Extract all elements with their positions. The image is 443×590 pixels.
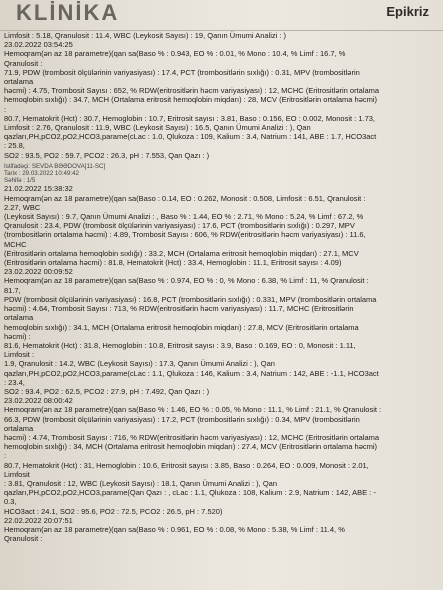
record-line: 66.3, PDW (trombosit ölçülərinin variyasiyası) : 17.2, PCT (trombositlərin sıxlığı) : 0.34, MPV (trombositlərin [4,414,360,424]
record-line: 23.02.2022 00:09:52 [4,267,73,277]
record-line: Limfosit : [4,350,35,360]
record-line: hemoqlobin sıxlığı) : 34, MCH (Ortalama eritrosit hemoqlobin miqdarı) : 27.4, MCV (Eritrositlərin ortalama həcmi) [4,442,378,452]
record-line: : 23.4, [4,377,25,387]
record-line: 81.6, Hematokrit (Hct) : 31.8, Hemoglobin : 10.8, Eritrosit sayısı : 3.9, Baso : 0.169, EO : 0, Monosit : 1.11, [4,340,356,350]
record-line: Qranulosit : [4,534,43,544]
record-line: SO2 : 93.5, PO2 : 59.7, PCO2 : 26.3, pH : 7.553, Qan Qazı : ) [4,150,210,160]
record-line: ortalama [4,313,34,323]
record-line: 21.02.2022 15:38:32 [4,184,73,194]
record-line: Limfosit : 2.76, Qranulosit : 11.9, WBC (Leykosit Sayısı) : 16.5, Qanın Ümumi Analizi : ), Qan [4,123,311,133]
record-line: 2.27, WBC [4,202,41,212]
page-meta-line: Tarix : 29.03.2022 10:49:42 [4,170,79,178]
record-line: həcmi) : 4.74, Trombosit Sayısı : 716, % RDW(eritrositlərin həcm variyasiyası) : 12, MCHC (Eritrositlərin ortalama [4,432,380,442]
record-line: Hemoqram(ən az 18 parametre)(qan sa(Baso % : 0.961, EO % : 0.08, % Mono : 5.38, % Limf : 11.4, % [4,524,345,534]
record-line: Hemoqram(ən az 18 parametre)(qan sa(Baso % : 1.46, EO % : 0.05, % Mono : 11.1, % Limf : 21.1, % Qranulosit : [4,405,382,415]
page-meta-line: İstifadəçi: SEVDA BƏƏDOVA[11-SC] [4,162,106,170]
record-line: SO2 : 93.4, PO2 : 62.5, PCO2 : 27.9, pH : 7.492, Qan Qazı : ) [4,386,210,396]
record-line: PDW (trombosit ölçülərinin variyasiyası) : 16.8, PCT (trombositlərin sıxlığı) : 0.331, MPV (trombositlərin ortalama [4,294,377,304]
record-line: həcmi) : [4,331,31,341]
record-line: qazları,PH,pCO2,pO2,HCO3,parame(cLac : 1.0, Qlukoza : 109, Kalium : 3.4, Natrium : 141, ABE : 1.7, HCO3act [4,132,377,142]
record-line: Hemoqram(ən az 18 parametre)(qan sa(Baso % : 0.974, EO % : 0, % Mono : 6.38, % Limf : 11, % Qranulosit : [4,276,369,286]
record-line: (trombositlərin ortalama həcmi) : 4.89, Trombosit Sayısı : 606, % RDW(eritrositlərin həcm variyasiyası) : 11.6, [4,230,366,240]
record-line: : [4,451,7,461]
record-line: : 3.81, Qranulosit : 12, WBC (Leykosit Sayısı) : 18.1, Qanın Ümumi Analizi : ), Qan [4,478,278,488]
record-line: Limfosit : 5.18, Qranulosit : 11.4, WBC (Leykosit Sayısı) : 19, Qanın Ümumi Analizi : ) [4,31,287,40]
record-line: həcmi) : 4.75, Trombosit Sayısı : 652, % RDW(eritrositlərin həcm variyasiyası) : 12, MCHC (Eritrositlərin ortalama [4,86,380,96]
record-line: 71.9, PDW (trombosit ölçülərinin variyasiyası) : 17.4, PCT (trombositlərin sıxlığı) : 0.31, MPV (trombositlərin [4,67,360,77]
record-line: qazları,PH,pCO2,pO2,HCO3,parame(cLac : 1.1, Qlukoza : 146, Kalium : 3.4, Natrium : 142, ABE : -1.1, HCO3act [4,368,379,378]
document-header [0,0,443,31]
record-line: Hemoqram(ən az 18 parametre)(qan sa(Baso : 0.14, EO : 0.262, Monosit : 0.508, Limfosit : 6.51, Qranulosit : [4,193,366,203]
record-line: 81.7, [4,285,21,295]
document-title: Epikriz [386,4,429,19]
record-line: Limfosit [4,469,30,479]
record-line: 23.02.2022 03:54:25 [4,40,73,50]
record-line: HCO3act : 24.1, SO2 : 95.6, PO2 : 72.5, PCO2 : 26.5, pH : 7.520) [4,506,223,516]
record-line: : 25.8, [4,141,25,151]
record-line: ortalama [4,423,34,433]
record-line: hemoqlobin sıxlığı) : 34.7, MCH (Ortalama eritrosit hemoqlobin miqdarı) : 28, MCV (Eritrositlərin ortalama həcmi) [4,95,378,105]
record-line: : [4,104,7,114]
record-line: 23.02.2022 08:00:42 [4,396,73,406]
record-line: həcmi) : 4.64, Trombosit Sayısı : 713, % RDW(eritrositlərin həcm variyasiyası) : 11.7, MCHC (Eritrositlərin [4,304,354,314]
record-line: 1.9, Qranulosit : 14.2, WBC (Leykosit Sayısı) : 17.3, Qanın Ümumi Analizi : ), Qan [4,359,275,369]
record-line: ortalama [4,77,34,87]
record-line: Hemoqram(ən az 18 parametre)(qan sa(Baso % : 0.943, EO % : 0.01, % Mono : 10.4, % Limf : 16.7, % [4,49,346,59]
record-line: Qranulosit : [4,58,43,68]
record-line: qazları,PH,pCO2,pO2,HCO3,parame(Qan Qazı : , cLac : 1.1, Qlukoza : 108, Kalium : 2.9, Natrium : 142, ABE : - [4,488,376,498]
clinic-logo: KLİNİKA [16,0,120,25]
epicrisis-body [4,31,438,543]
record-line: MCHC [4,239,27,249]
record-line: (Eritrositlərin ortalama həcmi) : 81.8, Hematokrit (Hct) : 33.4, Hemoglobin : 11.1, Eritrosit sayısı : 4.09) [4,258,342,268]
record-line: hemoqlobin sıxlığı) : 34.1, MCH (Ortalama eritrosit hemoqlobin miqdarı) : 27.8, MCV (Eritrositlərin ortalama [4,322,359,332]
record-line: 22.02.2022 20:07:51 [4,515,73,525]
page-meta-line: Səhifə : 1/5 [4,177,36,185]
record-line: 80.7, Hematokrit (Hct) : 31, Hemoglobin : 10.6, Eritrosit sayısı : 3.85, Baso : 0.264, EO : 0.009, Monosit : 2.01, [4,460,369,470]
record-line: (Leykosit Sayısı) : 9.7, Qanın Ümumi Analizi : , Baso % : 1.44, EO % : 2.71, % Mono : 5.24, % Limf : 67.2, % [4,212,364,222]
record-line: 80.7, Hematokrit (Hct) : 30.7, Hemoglobin : 10.7, Eritrosit sayısı : 3.81, Baso : 0.156, EO : 0.002, Monosit : 1.73, [4,113,376,123]
record-line: 0.3, [4,497,17,507]
record-line: (Eritrositlərin ortalama hemoqlobin sıxlığı) : 33.2, MCH (Ortalama eritrosit hemoqlobin miqdarı) : 27.1, MCV [4,248,359,258]
record-line: Qranulosit : 23.4, PDW (trombosit ölçülərinin variyasiyası) : 17.6, PCT (trombositlərin sıxlığı) : 0.297, MPV [4,221,355,231]
